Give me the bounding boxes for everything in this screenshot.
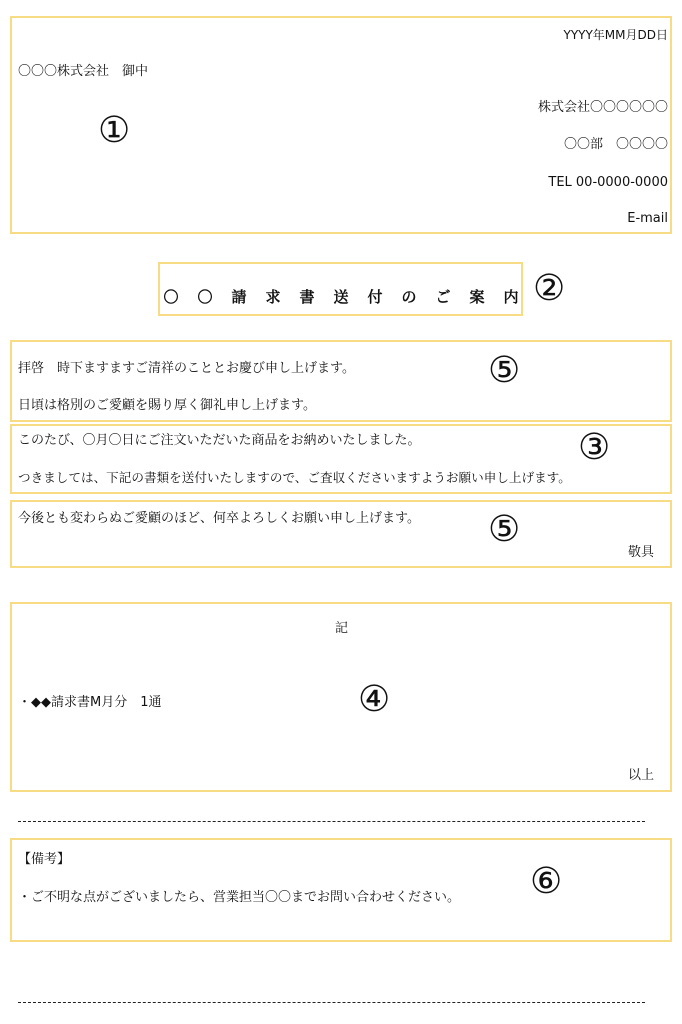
divider-line-1 — [18, 821, 645, 822]
marker-3: ③ — [578, 427, 611, 468]
department-text: 〇〇部 〇〇〇〇 — [563, 137, 668, 152]
marker-1: ① — [98, 110, 131, 151]
marker-5a: ⑤ — [488, 350, 521, 391]
closing-sign: 敬具 — [627, 545, 654, 560]
marker-4: ④ — [358, 679, 391, 720]
closing-line-1: 今後とも変わらぬご愛顧のほど、何卒よろしくお願い申し上げます。 — [18, 511, 420, 526]
divider-line-2 — [18, 1002, 645, 1003]
record-heading: 記 — [335, 621, 349, 636]
record-end: 以上 — [627, 768, 654, 783]
document-title: 〇〇請求書送付のご案内 — [163, 288, 538, 306]
marker-5b: ⑤ — [488, 509, 521, 550]
record-item: ・◆◆請求書M月分 1通 — [18, 695, 162, 710]
marker-6: ⑥ — [530, 861, 563, 902]
company-text: 株式会社〇〇〇〇〇〇 — [537, 100, 668, 115]
notes-heading: 【備考】 — [18, 852, 71, 867]
marker-2: ② — [533, 268, 566, 309]
date-text: YYYY年MM月DD日 — [563, 28, 668, 42]
recipient-text: 〇〇〇株式会社 御中 — [18, 64, 149, 79]
body-line-1: このたび、〇月〇日にご注文いただいた商品をお納めいたしました。 — [18, 433, 421, 448]
email-text: E-mail — [627, 211, 668, 226]
greeting-line-2: 日頃は格別のご愛顧を賜り厚く御礼申し上げます。 — [18, 398, 316, 413]
tel-text: TEL 00-0000-0000 — [548, 175, 668, 190]
greeting-line-1: 拝啓 時下ますますご清祥のこととお慶び申し上げます。 — [18, 361, 355, 376]
body-line-2: つきましては、下記の書類を送付いたしますので、ご査収くださいますようお願い申し上げます。 — [18, 470, 571, 485]
notes-line-1: ・ご不明な点がございましたら、営業担当〇〇までお問い合わせください。 — [18, 890, 461, 905]
